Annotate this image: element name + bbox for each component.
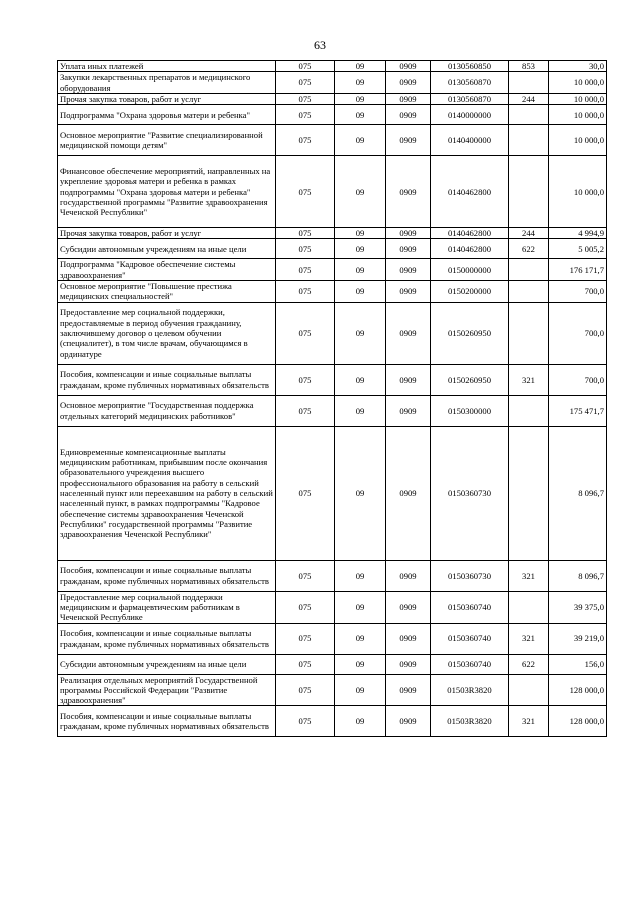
row-subsection-cell: 0909: [386, 259, 431, 281]
row-type-cell: [509, 674, 549, 706]
row-section-cell: 09: [335, 706, 386, 737]
table-row: [58, 674, 607, 706]
row-name-cell: Закупки лекарственных препаратов и медицинского оборудования: [58, 72, 276, 94]
row-amount-cell: 175 471,7: [549, 395, 607, 426]
table-row: [58, 105, 607, 125]
row-article-cell: 0150360730: [431, 426, 509, 560]
row-subsection-cell: 0909: [386, 72, 431, 94]
row-amount-cell: 156,0: [549, 654, 607, 674]
table-row: [58, 591, 607, 623]
row-subsection-cell: 0909: [386, 674, 431, 706]
row-code-cell: 075: [276, 560, 335, 591]
row-subsection-cell: 0909: [386, 364, 431, 395]
row-section-cell: 09: [335, 302, 386, 364]
row-subsection-cell: 0909: [386, 591, 431, 623]
row-amount-cell: 30,0: [549, 61, 607, 72]
row-code-cell: 075: [276, 125, 335, 156]
row-section-cell: 09: [335, 93, 386, 104]
row-amount-cell: 700,0: [549, 364, 607, 395]
row-amount-cell: 10 000,0: [549, 93, 607, 104]
row-subsection-cell: 0909: [386, 426, 431, 560]
row-type-cell: [509, 395, 549, 426]
row-code-cell: 075: [276, 259, 335, 281]
table-row: [58, 72, 607, 94]
row-type-cell: 244: [509, 93, 549, 104]
row-amount-cell: 39 219,0: [549, 623, 607, 654]
row-name-cell: Финансовое обеспечение мероприятий, направленных на укрепление здоровья матери и ребенка в рамках подпрограммы "Охрана здоровья матери и ребенка" государственной программы "Развитие здравоохранения Чеченской Республики": [58, 156, 276, 228]
row-code-cell: 075: [276, 239, 335, 259]
row-type-cell: [509, 156, 549, 228]
row-subsection-cell: 0909: [386, 239, 431, 259]
row-type-cell: 244: [509, 228, 549, 239]
row-section-cell: 09: [335, 364, 386, 395]
row-name-cell: Реализация отдельных мероприятий Государственной программы Российской Федерации "Развитие здравоохранения": [58, 674, 276, 706]
row-name-cell: Субсидии автономным учреждениям на иные цели: [58, 239, 276, 259]
row-section-cell: 09: [335, 125, 386, 156]
row-type-cell: [509, 281, 549, 303]
table-row: [58, 239, 607, 259]
row-amount-cell: 8 096,7: [549, 426, 607, 560]
row-code-cell: 075: [276, 61, 335, 72]
row-type-cell: [509, 591, 549, 623]
row-amount-cell: 5 005,2: [549, 239, 607, 259]
row-amount-cell: 176 171,7: [549, 259, 607, 281]
row-article-cell: 0150200000: [431, 281, 509, 303]
row-article-cell: 0140462800: [431, 156, 509, 228]
table-row: [58, 654, 607, 674]
table-row: [58, 93, 607, 104]
row-subsection-cell: 0909: [386, 706, 431, 737]
row-code-cell: 075: [276, 674, 335, 706]
table-row: [58, 125, 607, 156]
row-section-cell: 09: [335, 426, 386, 560]
row-article-cell: 0150360730: [431, 560, 509, 591]
row-subsection-cell: 0909: [386, 395, 431, 426]
row-name-cell: Прочая закупка товаров, работ и услуг: [58, 93, 276, 104]
row-section-cell: 09: [335, 674, 386, 706]
row-code-cell: 075: [276, 281, 335, 303]
row-article-cell: 0150260950: [431, 302, 509, 364]
budget-table: [57, 60, 607, 737]
row-section-cell: 09: [335, 105, 386, 125]
row-type-cell: [509, 302, 549, 364]
table-row: [58, 426, 607, 560]
row-code-cell: 075: [276, 654, 335, 674]
row-type-cell: 622: [509, 654, 549, 674]
row-article-cell: 0130560850: [431, 61, 509, 72]
row-type-cell: [509, 426, 549, 560]
row-article-cell: 01503R3820: [431, 706, 509, 737]
table-row: [58, 364, 607, 395]
row-code-cell: 075: [276, 623, 335, 654]
row-name-cell: Пособия, компенсации и иные социальные выплаты гражданам, кроме публичных нормативных обязательств: [58, 623, 276, 654]
row-subsection-cell: 0909: [386, 623, 431, 654]
row-code-cell: 075: [276, 426, 335, 560]
row-section-cell: 09: [335, 591, 386, 623]
row-code-cell: 075: [276, 706, 335, 737]
row-section-cell: 09: [335, 654, 386, 674]
row-name-cell: Основное мероприятие "Повышение престижа медицинских специальностей": [58, 281, 276, 303]
row-section-cell: 09: [335, 395, 386, 426]
row-code-cell: 075: [276, 228, 335, 239]
row-section-cell: 09: [335, 560, 386, 591]
table-row: [58, 302, 607, 364]
row-code-cell: 075: [276, 72, 335, 94]
table-row: [58, 560, 607, 591]
row-name-cell: Основное мероприятие "Развитие специализированной медицинской помощи детям": [58, 125, 276, 156]
row-article-cell: 0140462800: [431, 239, 509, 259]
row-type-cell: 853: [509, 61, 549, 72]
row-subsection-cell: 0909: [386, 93, 431, 104]
row-code-cell: 075: [276, 302, 335, 364]
row-article-cell: 0150360740: [431, 654, 509, 674]
table-row: [58, 623, 607, 654]
row-name-cell: Предоставление мер социальной поддержки медицинским и фармацевтическим работникам в Чеченской Республике: [58, 591, 276, 623]
row-article-cell: 0130560870: [431, 72, 509, 94]
row-article-cell: 01503R3820: [431, 674, 509, 706]
row-name-cell: Пособия, компенсации и иные социальные выплаты гражданам, кроме публичных нормативных обязательств: [58, 560, 276, 591]
row-name-cell: Пособия, компенсации и иные социальные выплаты гражданам, кроме публичных нормативных обязательств: [58, 706, 276, 737]
row-amount-cell: 10 000,0: [549, 72, 607, 94]
row-type-cell: [509, 72, 549, 94]
row-name-cell: Прочая закупка товаров, работ и услуг: [58, 228, 276, 239]
table-row: [58, 156, 607, 228]
row-article-cell: 0130560870: [431, 93, 509, 104]
row-article-cell: 0150360740: [431, 591, 509, 623]
row-section-cell: 09: [335, 61, 386, 72]
row-section-cell: 09: [335, 228, 386, 239]
row-type-cell: 622: [509, 239, 549, 259]
row-name-cell: Субсидии автономным учреждениям на иные цели: [58, 654, 276, 674]
row-type-cell: 321: [509, 364, 549, 395]
row-section-cell: 09: [335, 281, 386, 303]
row-code-cell: 075: [276, 364, 335, 395]
row-subsection-cell: 0909: [386, 302, 431, 364]
row-subsection-cell: 0909: [386, 228, 431, 239]
row-amount-cell: 8 096,7: [549, 560, 607, 591]
row-type-cell: [509, 105, 549, 125]
row-amount-cell: 10 000,0: [549, 125, 607, 156]
row-subsection-cell: 0909: [386, 61, 431, 72]
row-name-cell: Пособия, компенсации и иные социальные выплаты гражданам, кроме публичных нормативных обязательств: [58, 364, 276, 395]
row-amount-cell: 10 000,0: [549, 156, 607, 228]
row-amount-cell: 128 000,0: [549, 706, 607, 737]
table-row: [58, 281, 607, 303]
row-amount-cell: 128 000,0: [549, 674, 607, 706]
row-section-cell: 09: [335, 239, 386, 259]
row-subsection-cell: 0909: [386, 654, 431, 674]
row-type-cell: 321: [509, 623, 549, 654]
row-amount-cell: 700,0: [549, 302, 607, 364]
row-name-cell: Основное мероприятие "Государственная поддержка отдельных категорий медицинских работников": [58, 395, 276, 426]
row-name-cell: Единовременные компенсационные выплаты медицинским работникам, прибывшим после окончания образовательного учреждения высшего профессионального образования на работу в сельский населенный пункт или переехавшим на работу в сельский населенный пункт, в рамках подпрограммы "Кадровое обеспечение системы здравоохранения Чеченской Республики" государственной программы "Развитие здравоохранения Чеченской Республики": [58, 426, 276, 560]
row-section-cell: 09: [335, 623, 386, 654]
row-subsection-cell: 0909: [386, 560, 431, 591]
row-amount-cell: 10 000,0: [549, 105, 607, 125]
table-row: [58, 259, 607, 281]
row-type-cell: [509, 259, 549, 281]
row-article-cell: 0150260950: [431, 364, 509, 395]
row-article-cell: 0140462800: [431, 228, 509, 239]
table-row: [58, 228, 607, 239]
row-code-cell: 075: [276, 395, 335, 426]
row-code-cell: 075: [276, 591, 335, 623]
row-subsection-cell: 0909: [386, 156, 431, 228]
row-article-cell: 0150360740: [431, 623, 509, 654]
page-number: 63: [314, 38, 326, 52]
table-body: [58, 61, 607, 737]
row-section-cell: 09: [335, 72, 386, 94]
row-article-cell: 0140400000: [431, 125, 509, 156]
row-code-cell: 075: [276, 105, 335, 125]
table-row: [58, 706, 607, 737]
row-section-cell: 09: [335, 156, 386, 228]
row-article-cell: 0150300000: [431, 395, 509, 426]
row-name-cell: Предоставление мер социальной поддержки, предоставляемые в период обучения гражданину, заключившему договор о целевом обучении (специалитет), в том числе врачам, обучающимся в ординатуре: [58, 302, 276, 364]
table-row: [58, 61, 607, 72]
row-code-cell: 075: [276, 93, 335, 104]
row-section-cell: 09: [335, 259, 386, 281]
row-subsection-cell: 0909: [386, 281, 431, 303]
row-subsection-cell: 0909: [386, 125, 431, 156]
row-amount-cell: 39 375,0: [549, 591, 607, 623]
row-name-cell: Подпрограмма "Охрана здоровья матери и ребенка": [58, 105, 276, 125]
row-name-cell: Уплата иных платежей: [58, 61, 276, 72]
row-article-cell: 0150000000: [431, 259, 509, 281]
row-code-cell: 075: [276, 156, 335, 228]
row-article-cell: 0140000000: [431, 105, 509, 125]
row-name-cell: Подпрограмма "Кадровое обеспечение системы здравоохранения": [58, 259, 276, 281]
row-type-cell: 321: [509, 706, 549, 737]
row-amount-cell: 700,0: [549, 281, 607, 303]
table-row: [58, 395, 607, 426]
row-type-cell: [509, 125, 549, 156]
row-amount-cell: 4 994,9: [549, 228, 607, 239]
row-type-cell: 321: [509, 560, 549, 591]
row-subsection-cell: 0909: [386, 105, 431, 125]
